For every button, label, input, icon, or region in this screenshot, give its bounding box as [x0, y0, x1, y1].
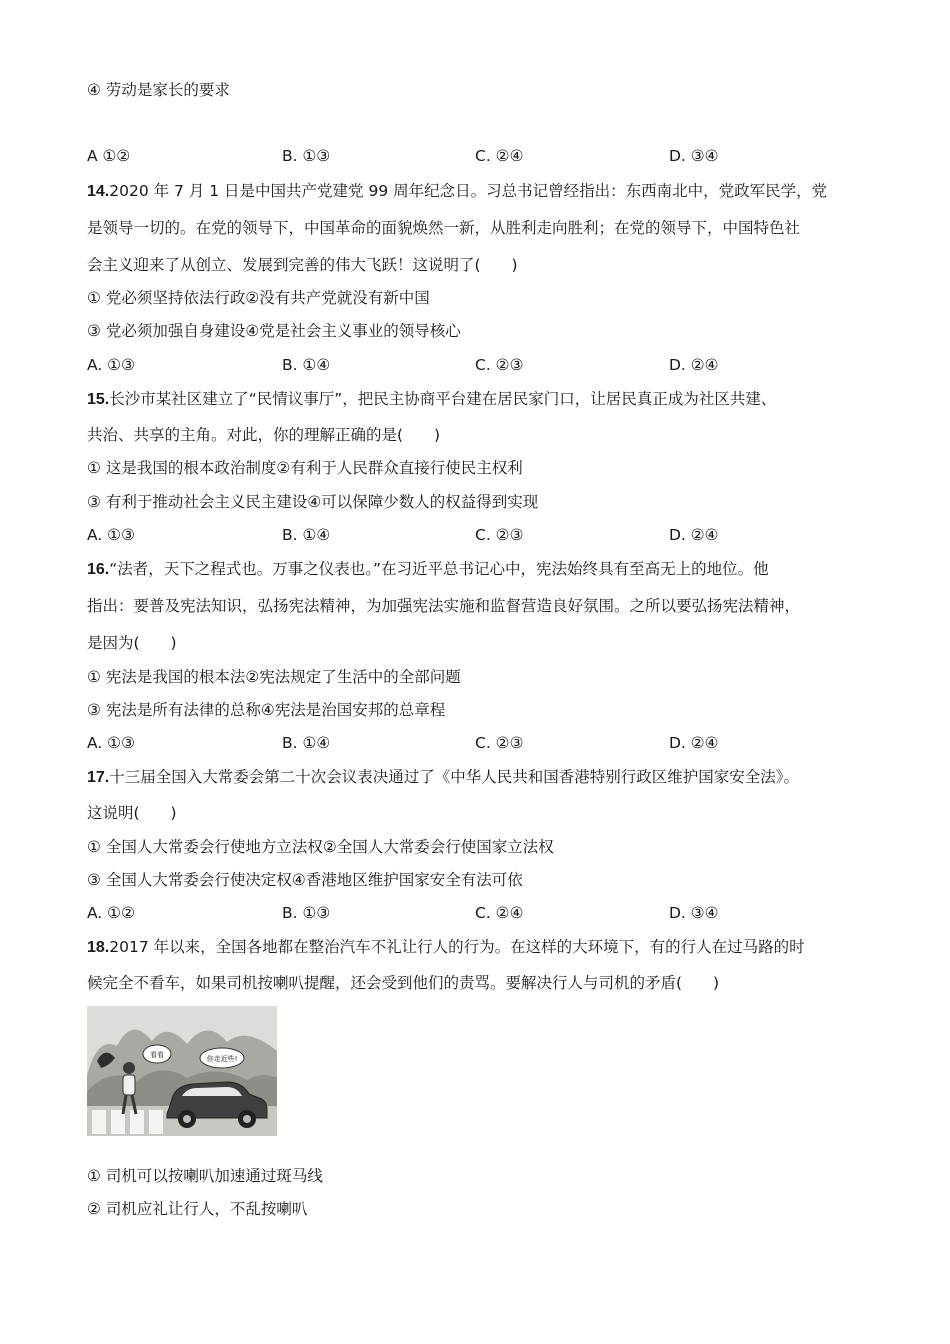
- question-14-line: [87, 181, 827, 202]
- choice-line: ① 宪法是我国的根本法②宪法规定了生活中的全部问题: [87, 668, 461, 686]
- option-a: A ①②: [87, 147, 131, 165]
- question-text: 是领导一切的。在党的领导下，中国革命的面貌焕然一新，从胜利走向胜利；在党的领导下，中国特色社: [87, 219, 801, 237]
- bubble-left-text: 看看: [150, 1051, 164, 1059]
- choice-line: ① 党必须坚持依法行政②没有共产党就没有新中国: [87, 289, 430, 307]
- option-d: D. ②④: [669, 734, 719, 752]
- choice-line: ③ 宪法是所有法律的总称④宪法是治国安邦的总章程: [87, 701, 446, 719]
- question-15-line: [87, 389, 776, 410]
- option-d: D. ②④: [669, 526, 719, 544]
- cartoon-illustration: [87, 1006, 277, 1136]
- question-text: 候完全不看车，如果司机按喇叭提醒，还会受到他们的责骂。要解决行人与司机的矛盾( ): [87, 974, 720, 992]
- option-c: C. ②④: [475, 147, 524, 165]
- option-a: A. ①③: [87, 734, 135, 752]
- bubble-right-text: 你走近些!: [206, 1055, 238, 1063]
- question-text: 这说明( ): [87, 804, 177, 822]
- choice-line: ① 这是我国的根本政治制度②有利于人民群众直接行使民主权利: [87, 459, 523, 477]
- question-text: “法者，天下之程式也。万事之仪表也。”在习近平总书记心中，宪法始终具有至高无上的地位。他: [109, 560, 769, 578]
- option-a: A. ①③: [87, 356, 135, 374]
- option-d: D. ③④: [669, 147, 719, 165]
- question-number: 14.: [87, 183, 110, 200]
- option-c: C. ②③: [475, 526, 524, 544]
- question-number: 18.: [87, 939, 110, 956]
- option-b: B. ①④: [282, 734, 331, 752]
- question-text: 共治、共享的主角。对此，你的理解正确的是( ): [87, 426, 441, 444]
- choice-line: ③ 有利于推动社会主义民主建设④可以保障少数人的权益得到实现: [87, 493, 539, 511]
- answer-options: [87, 525, 867, 545]
- answer-options: [87, 146, 867, 166]
- question-18-line: [87, 937, 805, 958]
- answer-options: [87, 733, 867, 753]
- question-number: 16.: [87, 561, 110, 578]
- option-b: B. ①④: [282, 526, 331, 544]
- question-text: 十三届全国入大常委会第二十次会议表决通过了《中华人民共和国香港特别行政区维护国家安全法》。: [109, 768, 800, 786]
- answer-options: [87, 903, 867, 923]
- question-number: 15.: [87, 391, 110, 408]
- option-c: C. ②③: [475, 734, 524, 752]
- option-d: D. ③④: [669, 904, 719, 922]
- question-number: 17.: [87, 769, 110, 786]
- option-a: A. ①③: [87, 526, 135, 544]
- option-c: C. ②③: [475, 356, 524, 374]
- question-16-line: [87, 559, 769, 580]
- question-text: 是因为( ): [87, 634, 177, 652]
- option-b: B. ①④: [282, 356, 331, 374]
- question-17-line: [87, 767, 799, 788]
- option-c: C. ②④: [475, 904, 524, 922]
- option-b: B. ①③: [282, 147, 331, 165]
- choice-line: ① 全国人大常委会行使地方立法权②全国人大常委会行使国家立法权: [87, 838, 554, 856]
- option-b: B. ①③: [282, 904, 331, 922]
- question-text: 会主义迎来了从创立、发展到完善的伟大飞跃！这说明了( ): [87, 256, 518, 274]
- choice-line: ② 司机应礼让行人，不乱按喇叭: [87, 1200, 308, 1218]
- question-text: 指出：要普及宪法知识，弘扬宪法精神，为加强宪法实施和监督营造良好氛围。之所以要弘扬宪法精神，: [87, 597, 801, 615]
- question-text: 2020 年 7 月 1 日是中国共产党建党 99 周年纪念日。习总书记曾经指出：东西南北中，党政军民学，党: [109, 182, 828, 200]
- choice-line: ③ 全国人大常委会行使决定权④香港地区维护国家安全有法可依: [87, 871, 523, 889]
- option-d: D. ②④: [669, 356, 719, 374]
- answer-options: [87, 355, 867, 375]
- choice-line: ③ 党必须加强自身建设④党是社会主义事业的领导核心: [87, 322, 461, 340]
- question-text: 2017 年以来，全国各地都在整治汽车不礼让行人的行为。在这样的大环境下，有的行人在过马路的时: [109, 938, 805, 956]
- option-a: A. ①②: [87, 904, 135, 922]
- choice-line: ① 司机可以按喇叭加速通过斑马线: [87, 1167, 323, 1185]
- question-text: 长沙市某社区建立了“民情议事厅”，把民主协商平台建在居民家门口，让居民真正成为社区共建、: [109, 390, 777, 408]
- choice-line: ④ 劳动是家长的要求: [87, 81, 230, 99]
